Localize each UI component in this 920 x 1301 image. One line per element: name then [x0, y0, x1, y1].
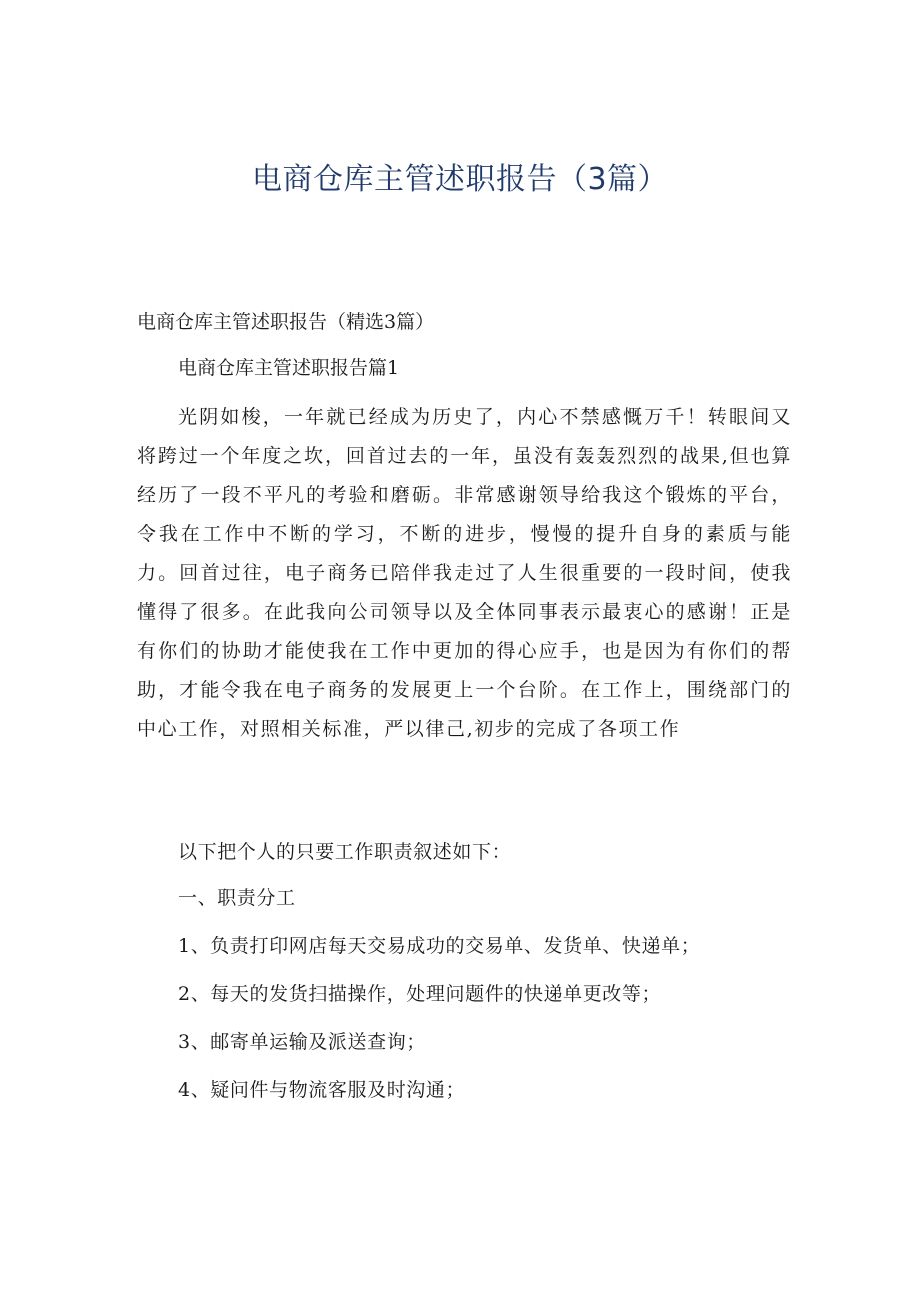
part-heading: 电商仓库主管述职报告篇1	[178, 357, 400, 379]
document-subtitle: 电商仓库主管述职报告（精选3篇）	[137, 311, 435, 333]
summary-intro: 以下把个人的只要工作职责叙述如下：	[178, 841, 512, 863]
document-title: 电商仓库主管述职报告（3篇）	[251, 162, 669, 197]
duty-item: 1、负责打印网店每天交易成功的交易单、发货单、快递单；	[178, 935, 701, 957]
duty-item: 4、疑问件与物流客服及时沟通；	[178, 1079, 466, 1101]
duty-item: 3、邮寄单运输及派送查询；	[178, 1031, 426, 1053]
intro-paragraph: 光阴如梭，一年就已经成为历史了，内心不禁感慨万千！转眼间又将跨过一个年度之坎，回首过去的一年，虽没有轰轰烈烈的战果,但也算经历了一段不平凡的考验和磨砺。非常感谢领导给我这个锻炼的平台，令我在工作中不断的学习，不断的进步，慢慢的提升自身的素质与能力。回首过往，电子商务已陪伴我走过了人生很重要的一段时间，使我懂得了很多。在此我向公司领导以及全体同事表示最衷心的感谢！正是有你们的协助才能使我在工作中更加的得心应手，也是因为有你们的帮助，才能令我在电子商务的发展更上一个台阶。在工作上，围绕部门的中心工作，对照相关标准，严以律己,初步的完成了各项工作	[137, 406, 792, 740]
section-heading: 一、职责分工	[178, 887, 296, 909]
duty-item: 2、每天的发货扫描操作，处理问题件的快递单更改等；	[178, 983, 662, 1005]
